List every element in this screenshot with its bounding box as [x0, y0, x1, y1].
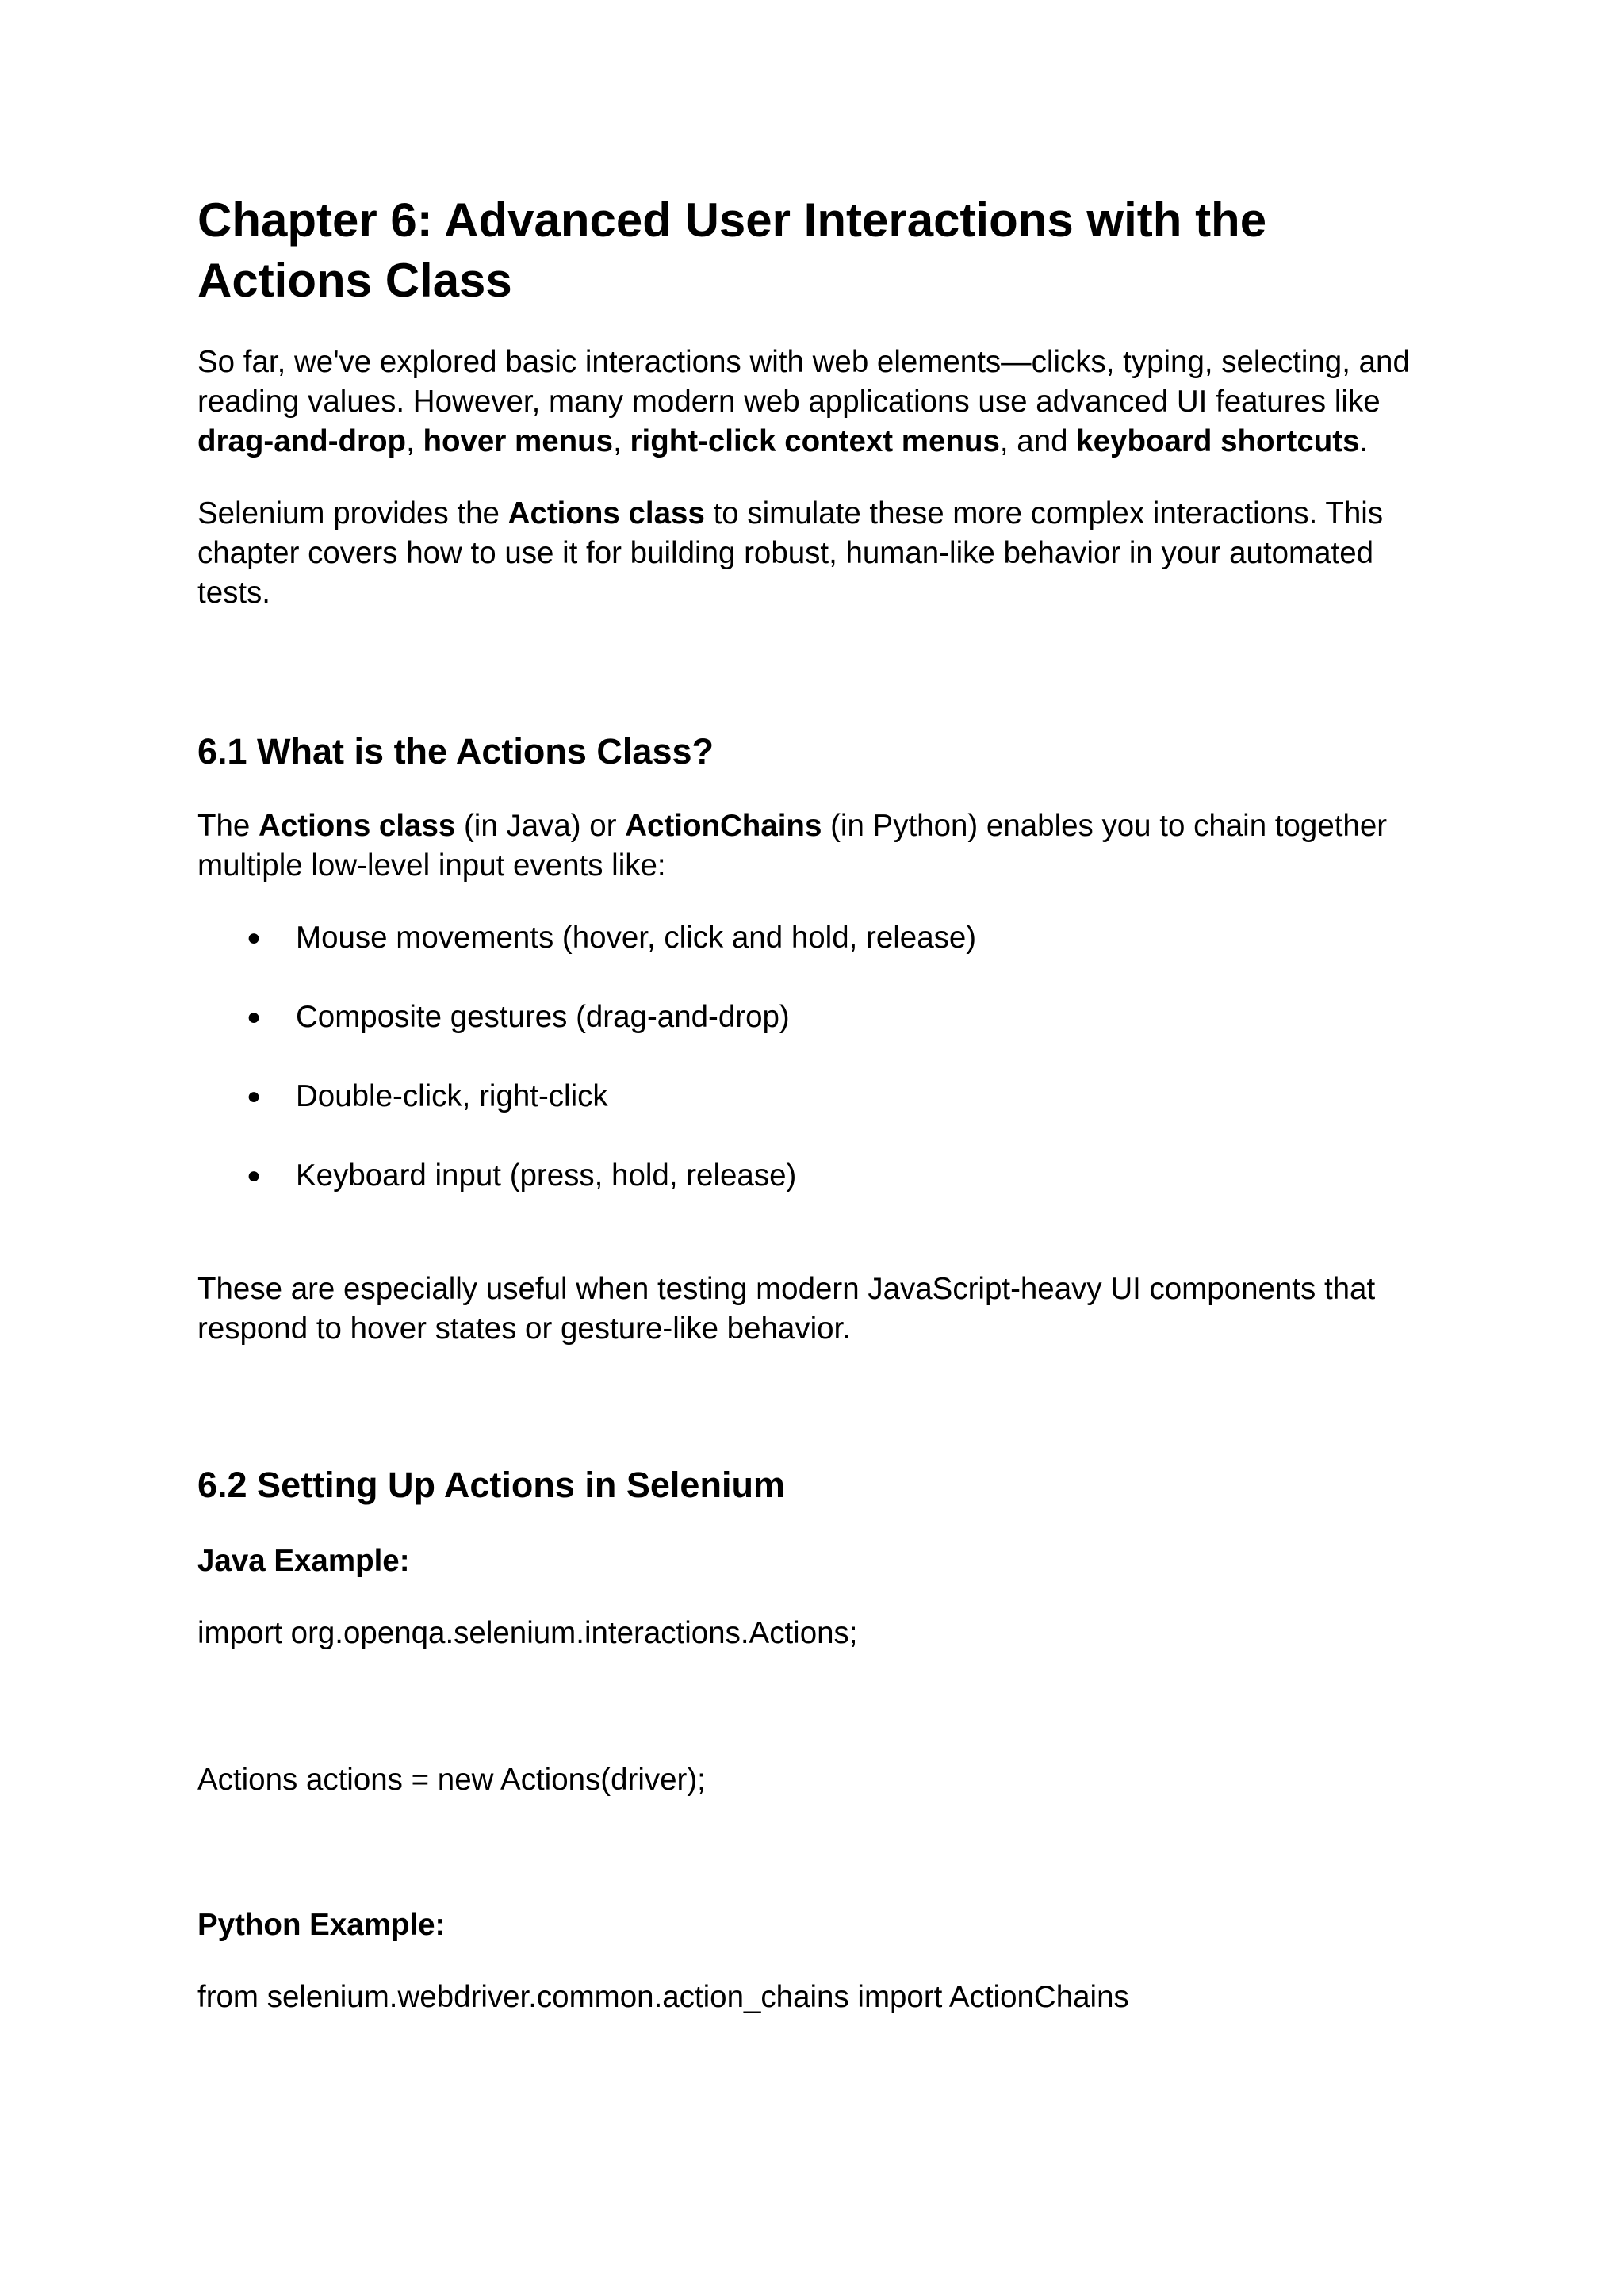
java-import-line: import org.openqa.selenium.interactions.Actions;	[197, 1616, 858, 1650]
term-keyboard-shortcuts: keyboard shortcuts	[1076, 424, 1360, 458]
section-6-1-paragraph: The Actions class (in Java) or ActionChains (in Python) enables you to chain together multiple low-level input events like:	[197, 809, 1388, 883]
section-6-1-closing: These are especially useful when testing modern JavaScript-heavy UI components that respond to hover states or gesture-like behavior.	[197, 1272, 1376, 1346]
term-drag-and-drop: drag-and-drop	[197, 424, 407, 458]
bullet-icon: ●	[247, 1004, 262, 1030]
term-actions-class-java: Actions class	[259, 809, 456, 843]
chapter-title: Chapter 6: Advanced User Interactions with the Actions Class	[197, 193, 1267, 307]
term-right-click-menus: right-click context menus	[630, 424, 1000, 458]
term-actionchains-python: ActionChains	[625, 809, 822, 843]
list-item: ● Double-click, right-click	[197, 1077, 1450, 1116]
input-events-list	[197, 918, 1450, 1196]
term-hover-menus: hover menus	[423, 424, 614, 458]
bullet-icon: ●	[247, 1083, 262, 1109]
java-code-line: Actions actions = new Actions(driver);	[197, 1763, 706, 1797]
section-6-2-heading: 6.2 Setting Up Actions in Selenium	[197, 1465, 785, 1505]
section-6-1-heading: 6.1 What is the Actions Class?	[197, 731, 714, 772]
java-example-label: Java Example:	[197, 1544, 410, 1578]
python-example-label: Python Example:	[197, 1908, 446, 1942]
bullet-icon: ●	[247, 925, 262, 951]
term-actions-class: Actions class	[508, 496, 705, 530]
bullet-icon: ●	[247, 1162, 262, 1189]
intro-paragraph-2: Selenium provides the Actions class to simulate these more complex interactions. This chapter covers how to use it for building robust, human-like behavior in your automated tests.	[197, 496, 1384, 610]
page-content	[197, 190, 1450, 2017]
list-item: ● Mouse movements (hover, click and hold, release)	[197, 918, 1450, 958]
list-item: ● Composite gestures (drag-and-drop)	[197, 998, 1450, 1037]
intro-paragraph-1: So far, we've explored basic interactions with web elements—clicks, typing, selecting, and reading values. However, many modern web applications use advanced UI features like drag-and-drop, hover menus, right-click context menus, and keyboard shortcuts.	[197, 345, 1410, 458]
python-import-line: from selenium.webdriver.common.action_chains import ActionChains	[197, 1980, 1129, 2014]
list-item: ● Keyboard input (press, hold, release)	[197, 1156, 1450, 1196]
